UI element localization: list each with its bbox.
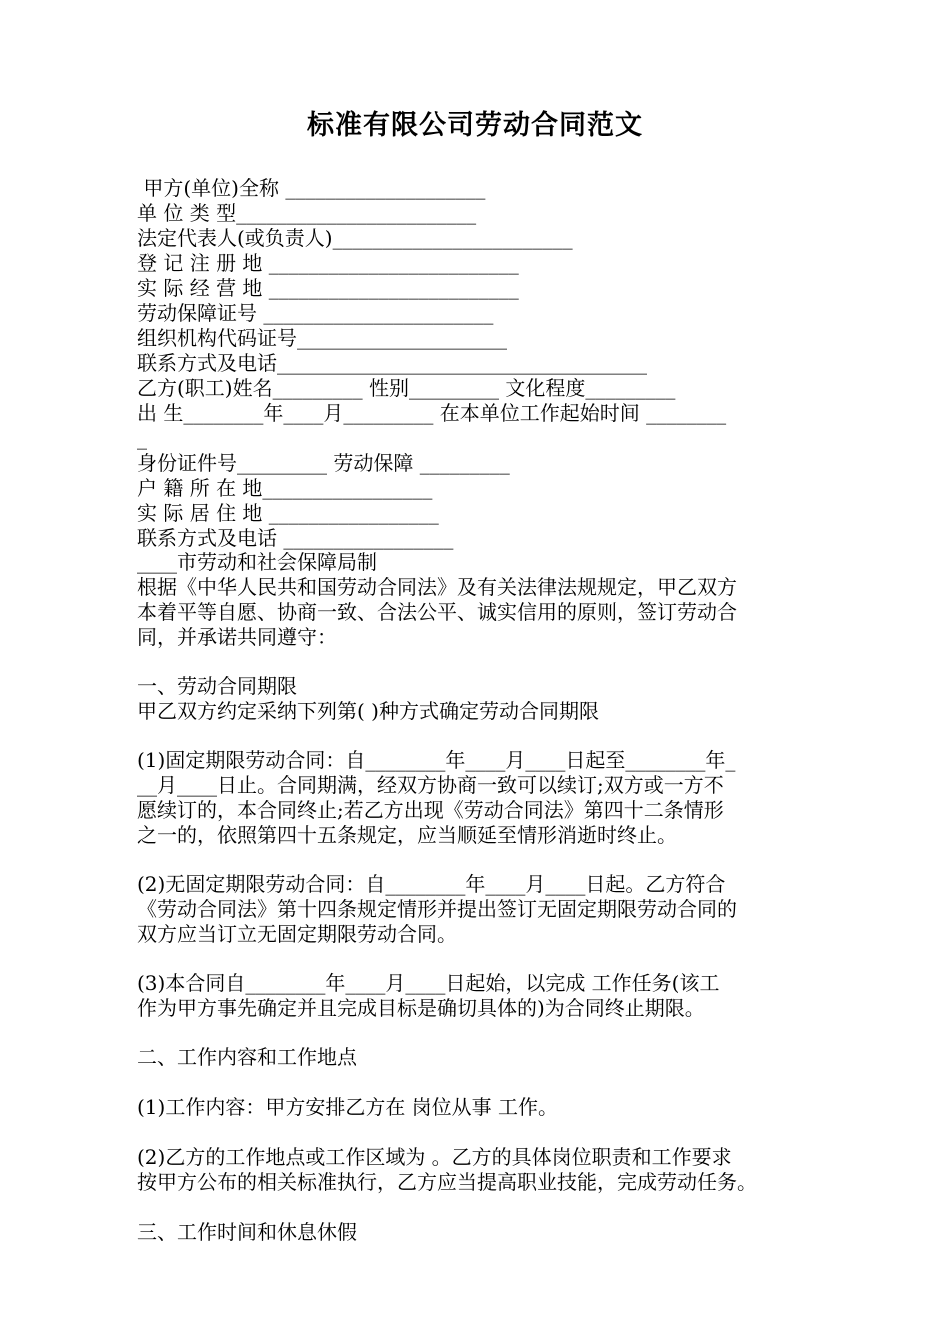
paragraph-line: 愿续订的，本合同终止;若乙方出现《劳动合同法》第四十二条情形: [137, 798, 724, 822]
section-heading: 一、劳动合同期限: [137, 674, 297, 698]
birth-date-line-wrap: _: [137, 426, 147, 450]
issuer-line: ____市劳动和社会保障局制: [137, 550, 377, 574]
document-title: 标准有限公司劳动合同范文: [307, 110, 643, 141]
paragraph-line: 按甲方公布的相关标准执行，乙方应当提高职业技能，完成劳动任务。: [137, 1170, 757, 1194]
birth-date-line: 出 生________年____月_________ 在本单位工作起始时间 ________: [137, 401, 727, 425]
paragraph-line: (2)乙方的工作地点或工作区域为 。乙方的具体岗位职责和工作要求: [137, 1145, 732, 1169]
preamble-line: 同，并承诺共同遵守：: [137, 625, 337, 649]
section-heading: 三、工作时间和休息休假: [137, 1220, 357, 1244]
paragraph-line: __月____日止。合同期满，经双方协商一致可以续订;双方或一方不: [137, 773, 724, 797]
residence-address-line: 实 际 居 住 地 _________________: [137, 501, 439, 525]
preamble-line: 根据《中华人民共和国劳动合同法》及有关法律法规规定，甲乙双方: [137, 575, 737, 599]
preamble-line: 本着平等自愿、协商一致、合法公平、诚实信用的原则，签订劳动合: [137, 600, 737, 624]
paragraph-line: 《劳动合同法》第十四条规定情形并提出签订无固定期限劳动合同的: [137, 897, 737, 921]
party-b-name-line: 乙方(职工)姓名_________ 性别_________ 文化程度_________: [137, 376, 676, 400]
legal-representative-line: 法定代表人(或负责人)________________________: [137, 226, 573, 250]
paragraph-line: (3)本合同自________年____月____日起始，以完成 工作任务(该工: [137, 971, 720, 995]
paragraph-line: 双方应当订立无固定期限劳动合同。: [137, 922, 457, 946]
paragraph-line: 甲乙双方约定采纳下列第( )种方式确定劳动合同期限: [137, 699, 599, 723]
unit-type-line: 单 位 类 型________________________: [137, 201, 477, 225]
paragraph-line: (1)工作内容：甲方安排乙方在 岗位从事 工作。: [137, 1095, 559, 1119]
business-address-line: 实 际 经 营 地 _________________________: [137, 276, 519, 300]
party-a-name-line: 甲方(单位)全称 ____________________: [137, 176, 486, 200]
paragraph-line: 作为甲方事先确定并且完成目标是确切具体的)为合同终止期限。: [137, 996, 705, 1020]
household-address-line: 户 籍 所 在 地_________________: [137, 476, 433, 500]
registered-address-line: 登 记 注 册 地 _________________________: [137, 251, 519, 275]
org-code-cert-line: 组织机构代码证号_____________________: [137, 326, 507, 350]
paragraph-line: (1)固定期限劳动合同：自________年____月____日起至________年_: [137, 748, 736, 772]
party-a-contact-line: 联系方式及电话_____________________________________: [137, 351, 647, 375]
id-number-line: 身份证件号_________ 劳动保障 _________: [137, 451, 510, 475]
paragraph-line: 之一的，依照第四十五条规定，应当顺延至情形消逝时终止。: [137, 823, 677, 847]
paragraph-line: (2)无固定期限劳动合同：自________年____月____日起。乙方符合: [137, 872, 726, 896]
labor-security-cert-line: 劳动保障证号 _______________________: [137, 301, 494, 325]
section-heading: 二、工作内容和工作地点: [137, 1045, 357, 1069]
party-b-contact-line: 联系方式及电话 _________________: [137, 526, 454, 550]
